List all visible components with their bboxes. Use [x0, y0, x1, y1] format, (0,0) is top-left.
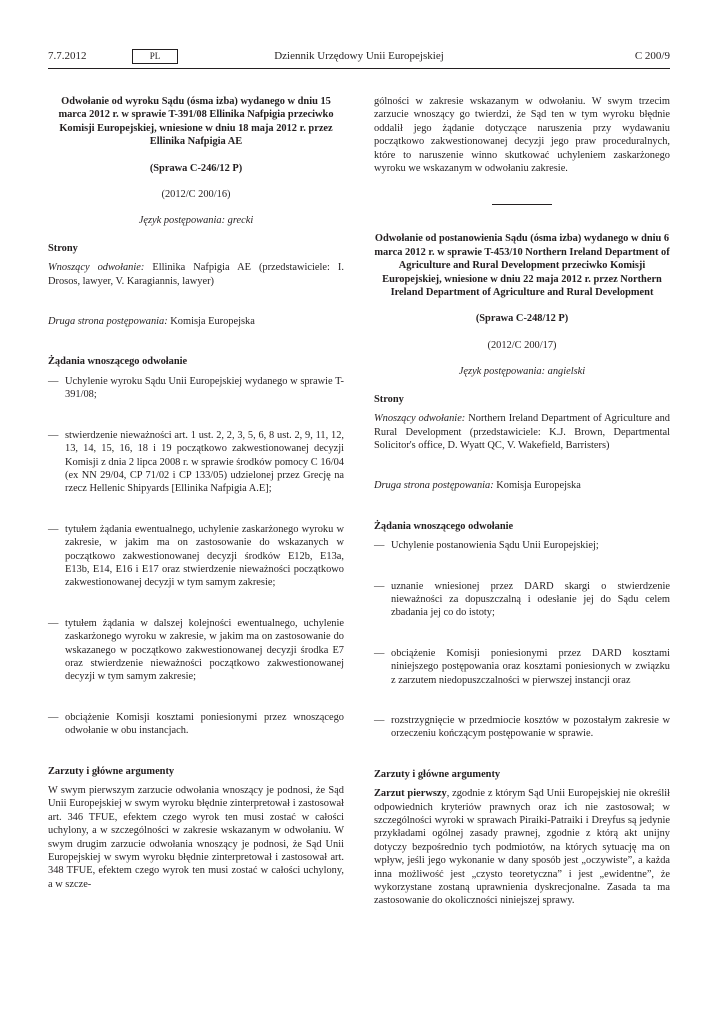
claims-heading: Żądania wnoszącego odwołanie — [374, 520, 514, 532]
pleas-text: W swym pierwszym zarzucie odwołania wnoszący je podnosi, że Sąd Unii Europejskiej w swym wyroku błędnie zinterpretował i zastosował art. 346 TFUE, efektem czego wyrok ten musi zostać w całości uchylony, a w szczególności w zakresie wskazanym w odwołaniu. W swym drugim zarzucie odwołania wnoszący je podnosi, że Sąd Unii Europejskiej w swym wyroku błędnie zinterpretował i zastosował art. 348 TFUE, efektem czego wyrok ten musi zostać w całości uchylony, a w szcze- — [48, 785, 344, 890]
pleas-heading: Zarzuty i główne argumenty — [48, 765, 175, 777]
claim-item: — tytułem żądania w dalszej kolejności ewentualnego, uchylenie zaskarżonego wyroku w zakresie, w jakim ma on zastosowanie do wskazanego w początkowo zakwestionowanej decyzji środka E7 oraz stwierdzenie nieważności początkowo zakwestionowanej decyzji w tym samym zakresie; — [48, 617, 344, 683]
page-header — [48, 50, 670, 68]
case-reference: (2012/C 200/16) — [161, 189, 231, 201]
other-party-text: Komisja Europejska — [167, 316, 255, 328]
appellant-text: Ellinika Nafpigia AE (przedstawiciele: I. Drosos, lawyer, V. Karagiannis, lawyer) — [48, 262, 344, 287]
claim-item: — stwierdzenie nieważności art. 1 ust. 2, 2, 3, 5, 6, 8 ust. 2, 9, 11, 12, 13, 14, 15, 16, 18 i 19 początkowo zakwestionowanej decyzji Komisji z dnia 2 lipca 2008 r. w sprawie środków pomocy C 16/04 (ex NN 29/04, CP 71/02 i CP 133/05) udzielonej przez Grecję na rzecz Hellenic Shipyards [Ellinika Nafpigia A.E]; — [48, 429, 344, 495]
continuation-text: gólności w zakresie wskazanym w odwołaniu. W swym trzecim zarzucie wnoszący go twierdzi, że Sąd ten w tym wyroku błędnie oddalił jego żądanie dotyczące naruszenia przy wydawaniu początkowo zakwestionowanej decyzji jego praw proceduralnych, które to naruszenie winno skutkować uchyleniem zaskarżonego wyroku we wskazanym w odwołaniu zakresie. — [374, 96, 670, 175]
claim-item: — uznanie wniesionej przez DARD skargi o stwierdzenie nieważności za dopuszczalną i odesłanie jej do Sądu celem zbadania jej co do istoty; — [374, 580, 670, 619]
plea-text: , zgodnie z którym Sąd Unii Europejskiej nie określił odpowiednich kryteriów prawnych oraz ich nie zastosował; w szczególności wyroki w sprawach Piraiki-Patraiki i Dreyfus są jedynie przykładami ogólnej zasady prawnej, zgodnie z którą akt unijny dotyczy bezpośrednio tych podmiotów, na których sytuację ma on wpływ, jeśli jego wykonanie w dany sposób jest „oczywiste”, a każda inna możliwość jest „czysto teoretyczna” i jest „ewidentne”, że wykorzystane zostaną uprawnienia dyskrecjonalne. Zasada ta ma zastosowanie do okoliczności niniejszej sprawy. — [374, 788, 670, 907]
claim-item: — Uchylenie wyroku Sądu Unii Europejskiej wydanego w sprawie T-391/08; — [48, 375, 344, 401]
case-language: Język postępowania: grecki — [138, 215, 254, 227]
parties-heading: Strony — [48, 242, 78, 254]
claim-item: — rozstrzygnięcie w przedmiocie kosztów w pozostałym zakresie w orzeczeniu kończącym postępowanie w sprawie. — [374, 714, 670, 740]
left-column — [48, 95, 344, 891]
pleas-heading: Zarzuty i główne argumenty — [374, 768, 501, 780]
case-title: Odwołanie od postanowienia Sądu (ósma izba) wydanego w dniu 6 marca 2012 r. w sprawie T-453/10 Northern Ireland Department of Agriculture and Rural Development przeciwko Komisji Europejskiej, wniesione w dniu 22 maja 2012 r. przez Northern Ireland Department of Agriculture and Rural Development — [374, 233, 670, 299]
header-rule — [48, 68, 670, 69]
right-column — [374, 95, 670, 908]
parties-heading: Strony — [374, 393, 404, 405]
claim-item: — tytułem żądania ewentualnego, uchylenie zaskarżonego wyroku w zakresie, w jakim ma on zastosowanie do wskazanych w początkowo zakwestionowanej decyzji środków E12b, E13a, E13b, E14, E16 i E17 oraz stwierdzenie nieważności początkowo zakwestionowanej decyzji w tym samym zakresie; — [48, 523, 344, 589]
case-number: (Sprawa C-248/12 P) — [475, 313, 569, 325]
language-badge: PL — [132, 49, 178, 64]
appellant-text: Northern Ireland Department of Agriculture and Rural Development (przedstawiciele: K.J. Brown, Departmental Solicitor's office, D. Wyatt QC, V. Wakefield, Barristers) — [374, 413, 671, 451]
other-party-label: Druga strona postępowania: — [48, 316, 168, 328]
claim-item: — Uchylenie postanowienia Sądu Unii Europejskiej; — [374, 540, 599, 552]
appellant-label: Wnoszący odwołanie: — [374, 413, 466, 425]
plea-lead: Zarzut pierwszy — [374, 788, 447, 800]
claim-item: — obciążenie Komisji kosztami poniesionymi przez wnoszącego odwołanie w obu instancjach. — [48, 711, 344, 737]
other-party-text: Komisja Europejska — [493, 480, 581, 492]
header-journal-title: Dziennik Urzędowy Unii Europejskiej — [274, 50, 444, 62]
plea-paragraph — [374, 787, 670, 908]
appellant-label: Wnoszący odwołanie: — [48, 262, 145, 274]
appellant-paragraph — [374, 412, 670, 452]
section-separator — [492, 204, 552, 205]
claim-item: — obciążenie Komisji poniesionymi przez DARD kosztami niniejszego postępowania oraz kosztami poniesionych w związku z zarzutem niedopuszczalności w pierwszej instancji oraz — [374, 647, 670, 686]
other-party-paragraph — [48, 315, 344, 328]
claims-heading: Żądania wnoszącego odwołanie — [48, 356, 188, 368]
header-page-number: C 200/9 — [634, 50, 670, 62]
case-number: (Sprawa C-246/12 P) — [149, 162, 243, 174]
case-reference: (2012/C 200/17) — [487, 339, 557, 351]
header-date: 7.7.2012 — [48, 50, 87, 62]
other-party-label: Druga strona postępowania: — [374, 480, 494, 492]
other-party-paragraph — [374, 479, 670, 492]
appellant-paragraph — [48, 261, 344, 288]
case-title: Odwołanie od wyroku Sądu (ósma izba) wydanego w dniu 15 marca 2012 r. w sprawie T-391/08 Ellinika Nafpigia przeciwko Komisji Europejskiej, wniesione w dniu 18 maja 2012 r. przez Ellinika Nafpigia AE — [58, 96, 334, 148]
case-language: Język postępowania: angielski — [458, 366, 586, 378]
